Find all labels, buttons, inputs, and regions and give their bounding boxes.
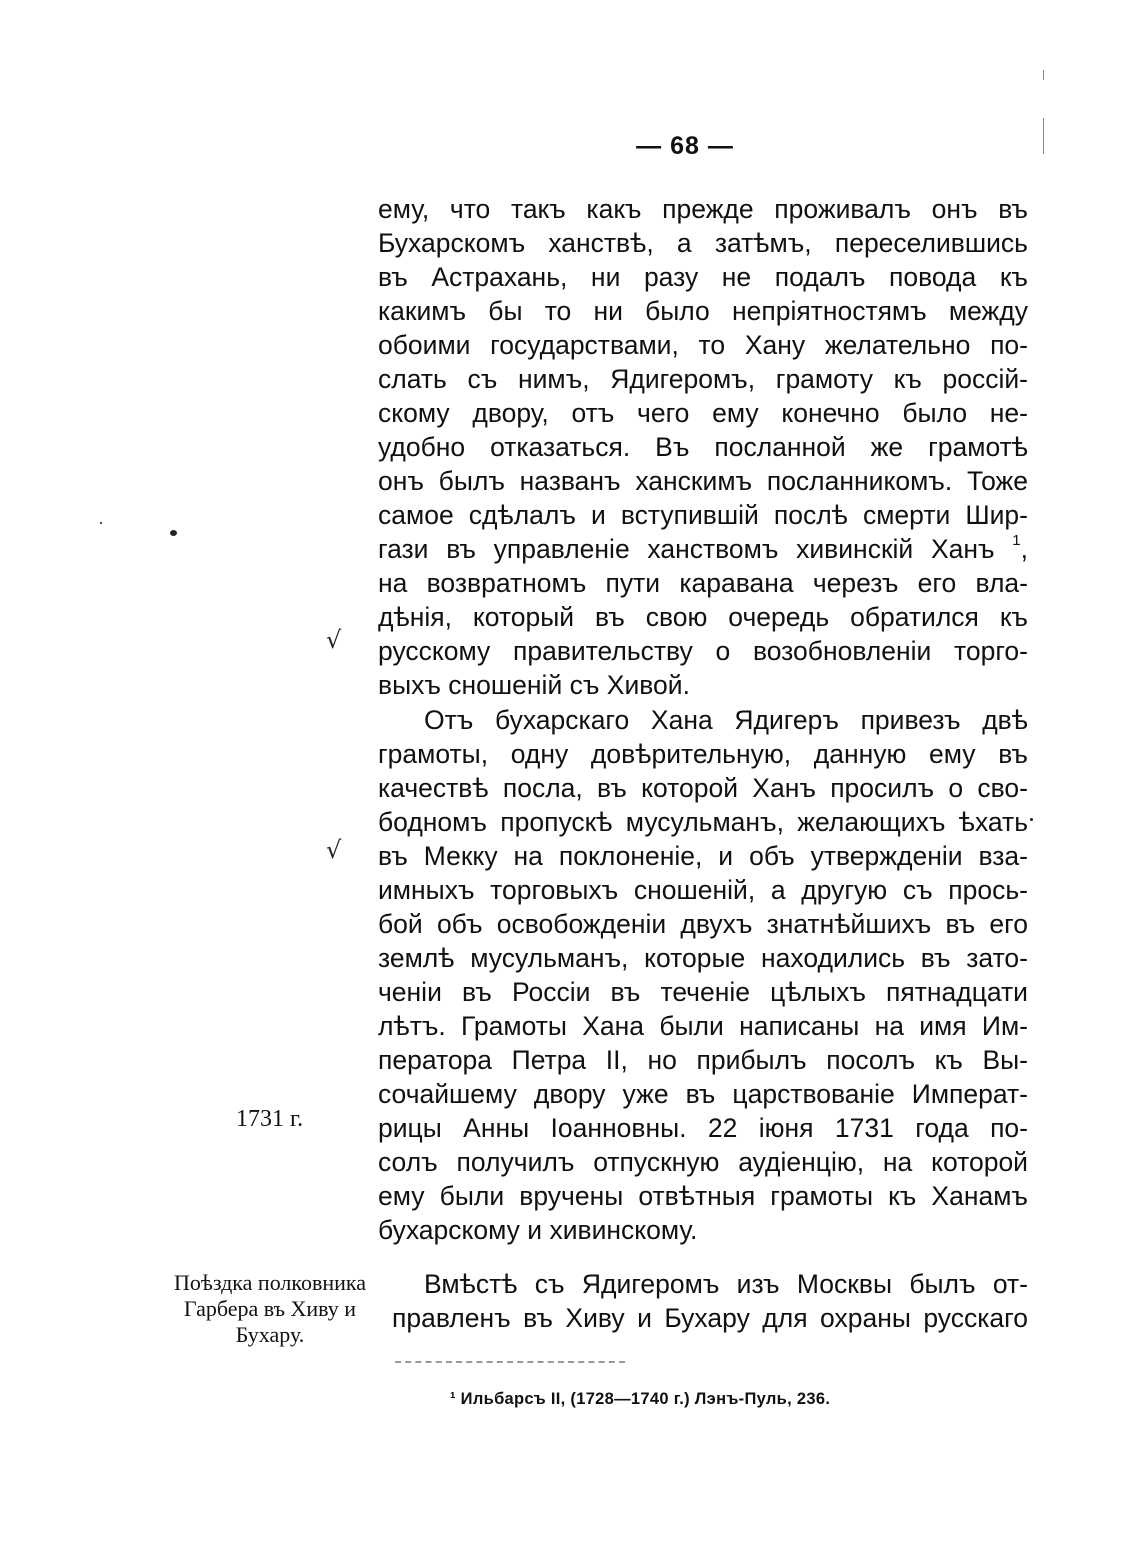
text-line: обоими государствами, то Хану желательно по- bbox=[378, 330, 1028, 360]
text-line: грамоты, одну довѣрительную, данную ему въ bbox=[378, 739, 1028, 769]
checkmark-annotation: √ bbox=[326, 626, 342, 654]
text-line: ему были вручены отвѣтныя грамоты къ Ханамъ bbox=[378, 1181, 1028, 1211]
sidenote-line: Гарбера въ Хиву и bbox=[183, 1296, 357, 1321]
text-line: правленъ въ Хиву и Бухару для охраны русскаго bbox=[392, 1303, 1028, 1333]
sidenote-line: Поѣздка полковника bbox=[173, 1270, 367, 1295]
scan-speck bbox=[1030, 818, 1033, 821]
text-line: ператора Петра II, но прибылъ посолъ къ Вы- bbox=[378, 1045, 1028, 1075]
text-line: землѣ мусульманъ, которые находились въ зато- bbox=[378, 943, 1028, 973]
sidenote bbox=[152, 1270, 388, 1348]
scan-speck bbox=[100, 522, 102, 524]
text-line: Бухарскомъ ханствѣ, а затѣмъ, переселившись bbox=[378, 228, 1028, 258]
text-line: ченіи въ Россіи въ теченіе цѣлыхъ пятнадцати bbox=[378, 977, 1028, 1007]
page-number: — 68 — bbox=[636, 132, 734, 160]
text-line-with-footnote bbox=[378, 532, 1028, 566]
scan-artifact-line bbox=[1043, 70, 1044, 80]
text-line: лѣтъ. Грамоты Хана были написаны на имя Им- bbox=[378, 1011, 1028, 1041]
footnote-marker: 1 bbox=[1012, 532, 1021, 549]
text-line: гази въ управленіе ханствомъ хивинскій Ханъ bbox=[378, 534, 995, 564]
text-line: русскому правительству о возобновленіи торго- bbox=[378, 636, 1028, 666]
text-line: самое сдѣлалъ и вступившій послѣ смерти Шир- bbox=[378, 500, 1028, 530]
text-line: бухарскому и хивинскому. bbox=[378, 1215, 698, 1245]
text-line: въ Астрахань, ни разу не подалъ повода къ bbox=[378, 262, 1028, 292]
text-line: дѣнія, который въ свою очередь обратился къ bbox=[378, 602, 1028, 632]
scan-speck bbox=[170, 530, 177, 536]
text-line: удобно отказаться. Въ посланной же грамотѣ bbox=[378, 432, 1028, 462]
sidenote-line: Бухару. bbox=[235, 1322, 305, 1347]
margin-year: 1731 г. bbox=[236, 1106, 304, 1132]
text-line: онъ былъ названъ ханскимъ посланникомъ. Тоже bbox=[378, 466, 1028, 496]
text-line: выхъ сношеній съ Хивой. bbox=[378, 670, 690, 700]
text-line: имныхъ торговыхъ сношеній, а другую съ прось- bbox=[378, 875, 1028, 905]
text-line: бодномъ пропускѣ мусульманъ, желающихъ ѣхать bbox=[378, 807, 1028, 837]
text-line: на возвратномъ пути каравана черезъ его вла- bbox=[378, 568, 1028, 598]
text-line: рицы Анны Іоанновны. 22 іюня 1731 года по- bbox=[378, 1113, 1028, 1143]
text-line: скому двору, отъ чего ему конечно было не- bbox=[378, 398, 1028, 428]
text-line: качествѣ посла, въ которой Ханъ просилъ о сво- bbox=[378, 773, 1028, 803]
footnote-marker-comma: , bbox=[1020, 534, 1028, 564]
text-line: сочайшему двору уже въ царствованіе Императ- bbox=[378, 1079, 1028, 1109]
checkmark-annotation: √ bbox=[326, 836, 342, 864]
footnote: ¹ Ильбарсъ II, (1728—1740 г.) Лэнъ-Пуль, 236. bbox=[450, 1390, 831, 1408]
text-line-indent: Отъ бухарскаго Хана Ядигеръ привезъ двѣ bbox=[424, 705, 1028, 735]
text-line: солъ получилъ отпускную аудіенцію, на которой bbox=[378, 1147, 1028, 1177]
text-line: слать съ нимъ, Ядигеромъ, грамоту къ россій- bbox=[378, 364, 1028, 394]
text-line: въ Мекку на поклоненіе, и объ утвержденіи вза- bbox=[378, 841, 1028, 871]
text-line: какимъ бы то ни было непріятностямъ между bbox=[378, 296, 1028, 326]
text-line: ему, что такъ какъ прежде проживалъ онъ въ bbox=[378, 194, 1028, 224]
scan-artifact-line bbox=[1043, 118, 1044, 154]
text-line-indent: Вмѣстѣ съ Ядигеромъ изъ Москвы былъ от- bbox=[424, 1269, 1028, 1299]
text-line: бой объ освобожденіи двухъ знатнѣйшихъ въ его bbox=[378, 909, 1028, 939]
footnote-separator bbox=[395, 1361, 625, 1363]
